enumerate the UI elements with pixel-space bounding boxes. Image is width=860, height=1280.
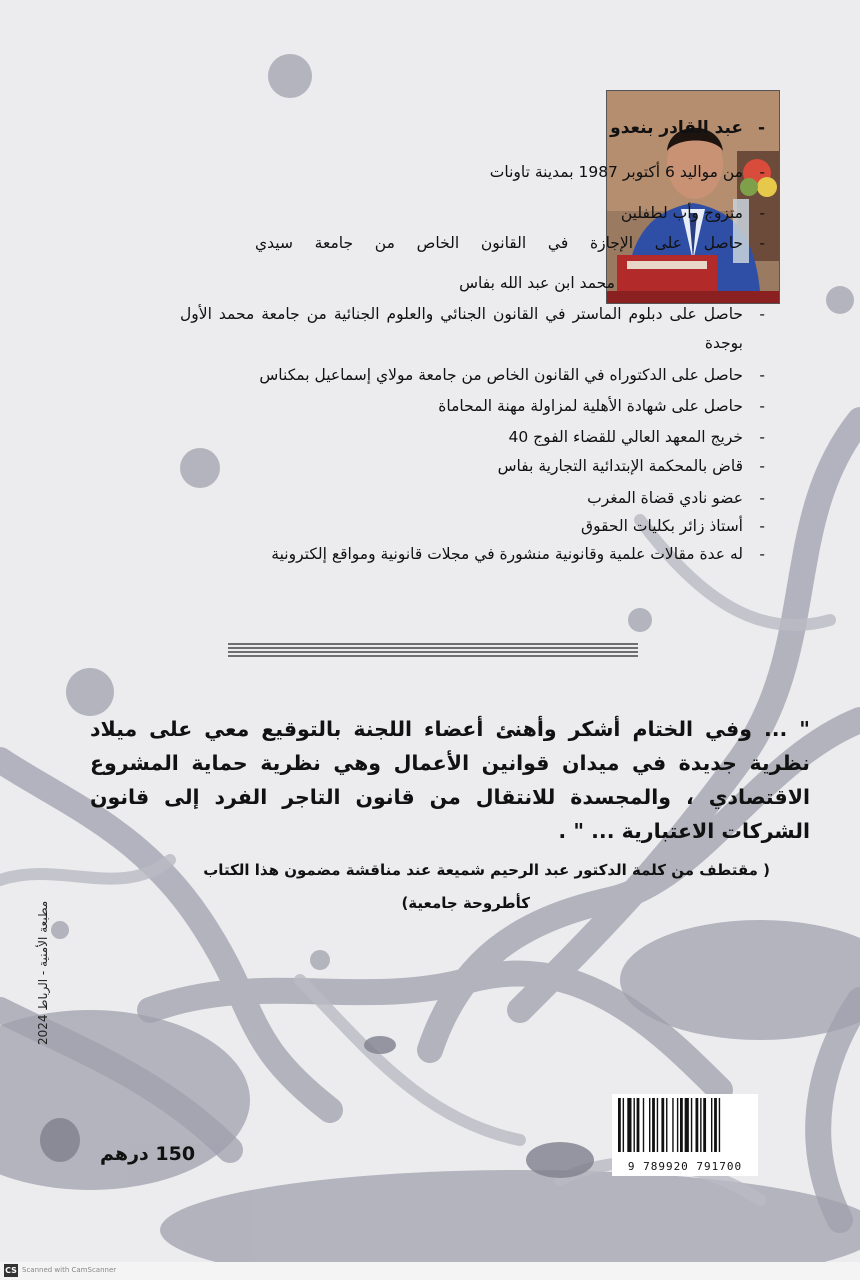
bio-item: -حاصل على شهادة الأهلية لمزاولة مهنة المحاماة — [438, 397, 765, 415]
quote-source — [140, 854, 770, 920]
price-label: 150 درهم — [100, 1143, 196, 1165]
scanner-footer — [0, 1262, 860, 1280]
publisher-imprint: مطبعة الأمنية - الرباط 2024 — [36, 900, 50, 1045]
bio-item: -حاصل على دبلوم الماستر في القانون الجنائي والعلوم الجنائية من جامعة محمد الأول — [180, 305, 765, 323]
quote-source-line-2: كأطروحة جامعية) — [401, 894, 530, 912]
bio-item: -حاصل على الدكتوراه في القانون الخاص من جامعة مولاي إسماعيل بمكناس — [259, 366, 765, 384]
bio-item: -قاض بالمحكمة الإبتدائية التجارية بفاس — [497, 457, 765, 475]
bio-item: محمد ابن عبد الله بفاس — [459, 274, 615, 292]
bio-item: -حاصل على الإجازة في القانون الخاص من جامعة سيدي — [255, 234, 765, 252]
bio-item: -له عدة مقالات علمية وقانونية منشورة في مجلات قانونية ومواقع إلكترونية — [271, 545, 765, 563]
bio-item: -متزوج وأب لطفلين — [620, 204, 765, 222]
isbn-number: 9 789920 791700 — [627, 1160, 743, 1173]
camscanner-icon: CS — [5, 1266, 17, 1275]
endorsement-quote: " ... وفي الختام أشكر وأهنئ أعضاء اللجنة بالتوقيع معي على ميلاد نظرية جديدة في ميدان قوانين الأعمال وهي نظرية حماية المشروع الاقتصادي ، والمجسدة للانتقال من قانون التاجر الفرد إلى قانون الشركات الاعتبارية ... " . — [90, 717, 810, 843]
quote-source-line-1: ( مقتطف من كلمة الدكتور عبد الرحيم شميعة عند مناقشة مضمون هذا الكتاب — [203, 861, 770, 879]
bio-item: -من مواليد 6 أكتوبر 1987 بمدينة تاونات — [489, 163, 765, 181]
bio-item: بوجدة — [704, 334, 743, 352]
bio-item: -عضو نادي قضاة المغرب — [587, 489, 765, 507]
scanner-credit: Scanned with CamScanner — [22, 1266, 117, 1274]
bio-item: -خريج المعهد العالي للقضاء الفوج 40 — [508, 428, 765, 446]
ornamental-divider — [228, 641, 638, 659]
bio-item: -أستاذ زائر بكليات الحقوق — [581, 517, 765, 535]
author-name: -عبد القادر بنعدو — [610, 118, 765, 138]
